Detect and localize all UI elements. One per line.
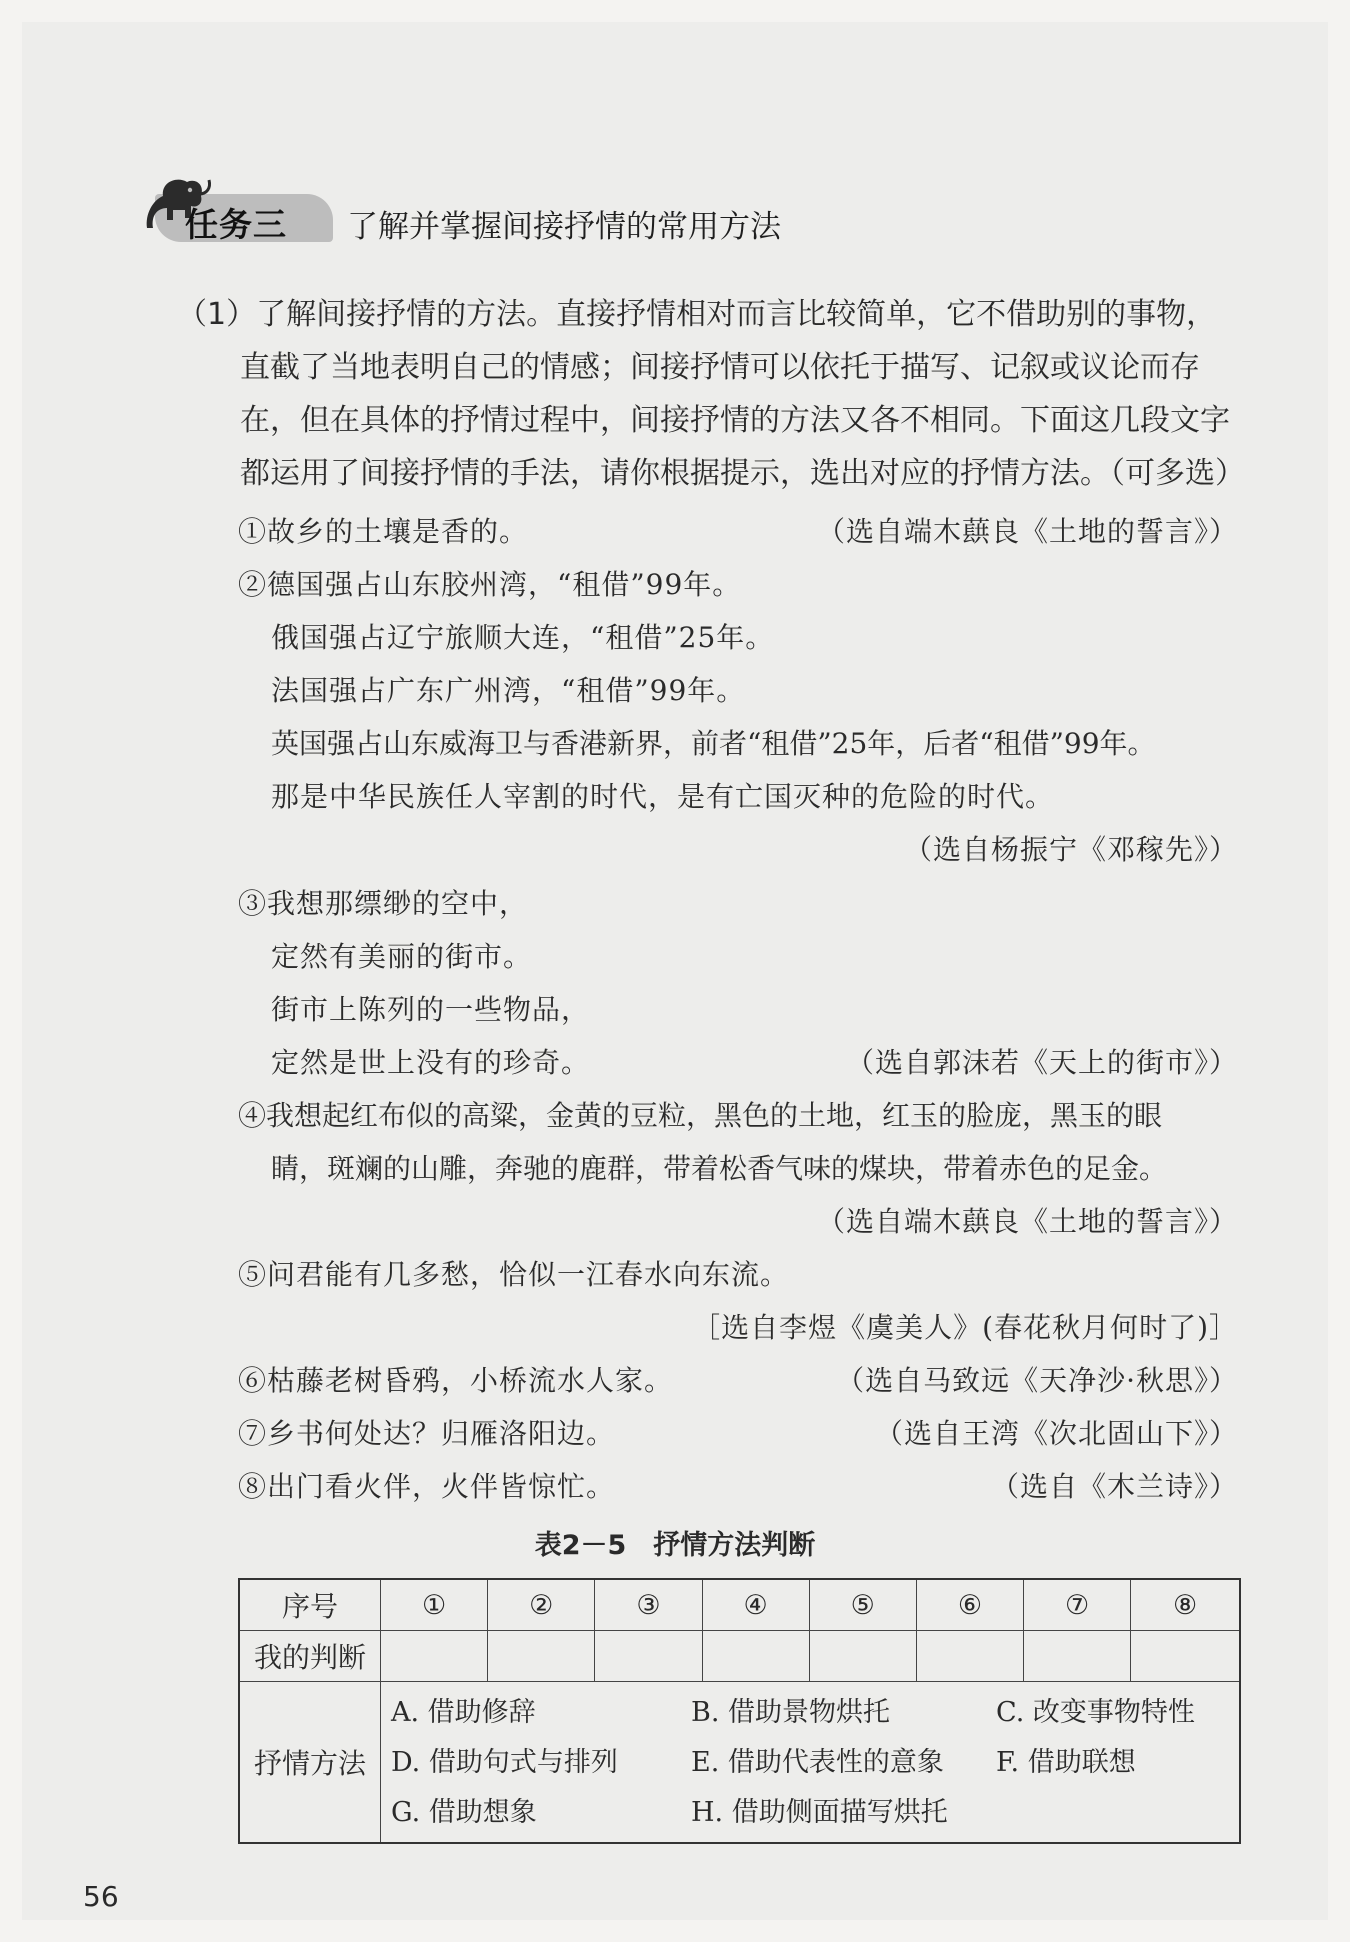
excerpt-text: 定然是世上没有的珍奇。 — [271, 1046, 591, 1079]
excerpt-4-line: ④我想起红布似的高粱，金黄的豆粒，黑色的土地，红玉的脸庞，黑玉的眼 — [238, 1099, 1163, 1132]
excerpt-5-source-row — [238, 1306, 1238, 1358]
excerpt-source: （选自《木兰诗》） — [990, 1470, 1238, 1503]
excerpt-source: （选自端木蕻良《土地的誓言》） — [816, 515, 1238, 548]
excerpt-3-last — [271, 1041, 1238, 1093]
task-header — [143, 172, 1043, 252]
table-cell: ⑥ — [916, 1579, 1023, 1631]
excerpt-2-line: 俄国强占辽宁旅顺大连，“租借”25年。 — [271, 621, 775, 654]
excerpt-8 — [238, 1465, 1238, 1517]
excerpt-3-line: ③我想那缥缈的空中， — [238, 887, 529, 920]
method-option: G. 借助想象 — [391, 1797, 537, 1828]
intro-paragraph — [177, 288, 1247, 500]
answer-cell[interactable] — [381, 1631, 488, 1682]
answer-cell[interactable] — [809, 1631, 916, 1682]
task-badge-label: 任务三 — [185, 205, 287, 244]
methods-cell — [381, 1682, 1241, 1844]
excerpt-source: （选自杨振宁《邓稼先》） — [903, 833, 1238, 866]
excerpt-source: （选自端木蕻良《土地的誓言》） — [816, 1205, 1238, 1238]
row-label-judgment: 我的判断 — [239, 1631, 381, 1682]
row-label-methods: 抒情方法 — [239, 1682, 381, 1844]
answer-cell[interactable] — [916, 1631, 1023, 1682]
row-label-number: 序号 — [239, 1579, 381, 1631]
excerpt-2-line: 英国强占山东威海卫与香港新界，前者“租借”25年，后者“租借”99年。 — [271, 727, 1156, 760]
excerpt-source: （选自马致远《天净沙·秋思》） — [836, 1364, 1238, 1397]
excerpt-3-line: 街市上陈列的一些物品， — [271, 993, 591, 1026]
table-title: 表2－5 抒情方法判断 — [534, 1530, 816, 1561]
method-option: H. 借助侧面描写烘托 — [691, 1797, 948, 1828]
method-option: C. 改变事物特性 — [996, 1697, 1195, 1728]
method-option: F. 借助联想 — [996, 1747, 1136, 1778]
excerpt-text: ⑥枯藤老树昏鸦，小桥流水人家。 — [238, 1364, 674, 1397]
intro-line: 都运用了间接抒情的手法，请你根据提示，选出对应的抒情方法。（可多选） — [240, 456, 1245, 491]
table-cell: ⑧ — [1131, 1579, 1240, 1631]
task-title: 了解并掌握间接抒情的常用方法 — [347, 209, 781, 245]
methods-line — [391, 1788, 1239, 1838]
excerpt-2-source-row — [238, 828, 1238, 880]
table-row — [239, 1682, 1240, 1844]
excerpt-source: ［选自李煜《虞美人》(春花秋月何时了)］ — [692, 1311, 1238, 1344]
page-number: 56 — [83, 1880, 119, 1913]
table-row — [239, 1579, 1240, 1631]
intro-line: 直截了当地表明自己的情感；间接抒情可以依托于描写、记叙或议论而存 — [240, 350, 1200, 385]
answer-cell[interactable] — [1131, 1631, 1240, 1682]
table-cell: ⑤ — [809, 1579, 916, 1631]
table-cell: ① — [381, 1579, 488, 1631]
methods-line — [391, 1688, 1239, 1738]
excerpt-4-line: 睛，斑斓的山雕，奔驰的鹿群，带着松香气味的煤块，带着赤色的足金。 — [271, 1152, 1168, 1185]
table-cell: ② — [488, 1579, 595, 1631]
judgment-table — [238, 1578, 1241, 1844]
answer-cell[interactable] — [702, 1631, 809, 1682]
table-cell: ④ — [702, 1579, 809, 1631]
excerpt-7 — [238, 1412, 1238, 1464]
answer-cell[interactable] — [595, 1631, 702, 1682]
excerpt-5: ⑤问君能有几多愁，恰似一江春水向东流。 — [238, 1258, 790, 1291]
method-option: B. 借助景物烘托 — [691, 1697, 891, 1728]
excerpt-2-line: 法国强占广东广州湾，“租借”99年。 — [271, 674, 746, 707]
excerpt-2-line: ②德国强占山东胶州湾，“租借”99年。 — [238, 568, 742, 601]
excerpt-text: ①故乡的土壤是香的。 — [238, 515, 529, 548]
excerpt-2-line: 那是中华民族任人宰割的时代，是有亡国灭种的危险的时代。 — [271, 780, 1055, 813]
answer-cell[interactable] — [488, 1631, 595, 1682]
excerpt-source: （选自王湾《次北固山下》） — [874, 1417, 1238, 1450]
table-cell: ③ — [595, 1579, 702, 1631]
table-cell: ⑦ — [1024, 1579, 1131, 1631]
intro-line: （1）了解间接抒情的方法。直接抒情相对而言比较简单，它不借助别的事物， — [177, 297, 1217, 332]
table-row — [239, 1631, 1240, 1682]
excerpt-1 — [238, 510, 1238, 562]
methods-line — [391, 1738, 1239, 1788]
excerpt-4-source-row — [238, 1200, 1238, 1252]
excerpt-text: ⑧出门看火伴，火伴皆惊忙。 — [238, 1470, 616, 1503]
method-option: A. 借助修辞 — [391, 1697, 536, 1728]
method-option: D. 借助句式与排列 — [391, 1747, 618, 1778]
excerpt-source: （选自郭沫若《天上的街市》） — [845, 1046, 1238, 1079]
intro-line: 在，但在具体的抒情过程中，间接抒情的方法又各不相同。下面这几段文字 — [240, 403, 1230, 438]
excerpt-6 — [238, 1359, 1238, 1411]
excerpt-3-line: 定然有美丽的街市。 — [271, 940, 533, 973]
answer-cell[interactable] — [1024, 1631, 1131, 1682]
excerpt-text: ⑦乡书何处达？归雁洛阳边。 — [238, 1417, 616, 1450]
method-option: E. 借助代表性的意象 — [691, 1747, 944, 1778]
